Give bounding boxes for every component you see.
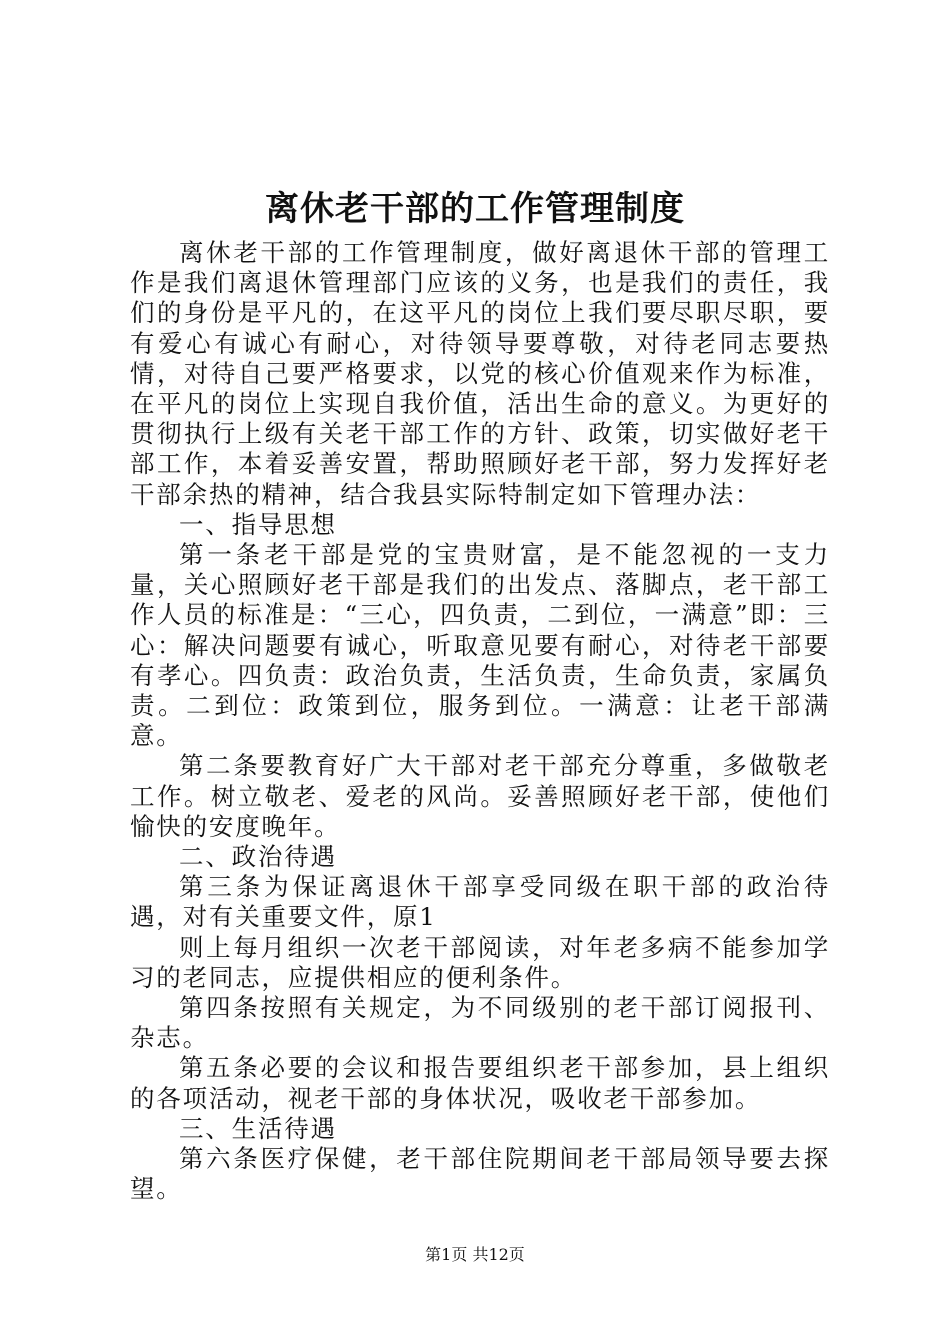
page-footer: 第1页 共12页	[425, 1245, 525, 1264]
paragraph-article-4: 第四条按照有关规定，为不同级别的老干部订阅报刊、杂志。	[130, 993, 830, 1053]
paragraph-article-6: 第六条医疗保健，老干部住院期间老干部局领导要去探望。	[130, 1144, 830, 1204]
paragraph-article-1: 第一条老干部是党的宝贵财富，是不能忽视的一支力量，关心照顾好老干部是我们的出发点、落脚点，老干部工作人员的标准是：“三心，四负责，二到位，一满意”即：三心：解决问题要有诚心，听取意见要有耐心，对待老干部要有孝心。四负责：政治负责，生活负责，生命负责，家属负责。二到位：政策到位，服务到位。一满意：让老干部满意。	[130, 540, 830, 751]
paragraph-article-5: 第五条必要的会议和报告要组织老干部参加，县上组织的各项活动，视老干部的身体状况，吸收老干部参加。	[130, 1053, 830, 1113]
section-heading-political-treatment: 二、政治待遇	[179, 842, 337, 872]
paragraph-article-2: 第二条要教育好广大干部对老干部充分尊重，多做敬老工作。树立敬老、爱老的风尚。妥善照顾好老干部，使他们愉快的安度晚年。	[130, 751, 830, 841]
paragraph-intro: 离休老干部的工作管理制度，做好离退休干部的管理工作是我们离退休管理部门应该的义务，也是我们的责任，我们的身份是平凡的，在这平凡的岗位上我们要尽职尽职，要有爱心有诚心有耐心，对待领导要尊敬，对待老同志要热情，对待自己要严格要求，以党的核心价值观来作为标准，在平凡的岗位上实现自我价值，活出生命的意义。为更好的贯彻执行上级有关老干部工作的方针、政策，切实做好老干部工作，本着妥善安置，帮助照顾好老干部，努力发挥好老干部余热的精神，结合我县实际特制定如下管理办法：	[130, 238, 830, 509]
document-body	[130, 238, 830, 1205]
paragraph-article-3-continued: 则上每月组织一次老干部阅读，对年老多病不能参加学习的老同志，应提供相应的便利条件。	[130, 932, 830, 992]
section-heading-guiding-thought: 一、指导思想	[179, 509, 337, 539]
section-heading-living-treatment: 三、生活待遇	[179, 1113, 337, 1143]
document-title: 离休老干部的工作管理制度	[265, 189, 685, 229]
paragraph-article-3: 第三条为保证离退休干部享受同级在职干部的政治待遇，对有关重要文件，原1	[130, 872, 830, 932]
